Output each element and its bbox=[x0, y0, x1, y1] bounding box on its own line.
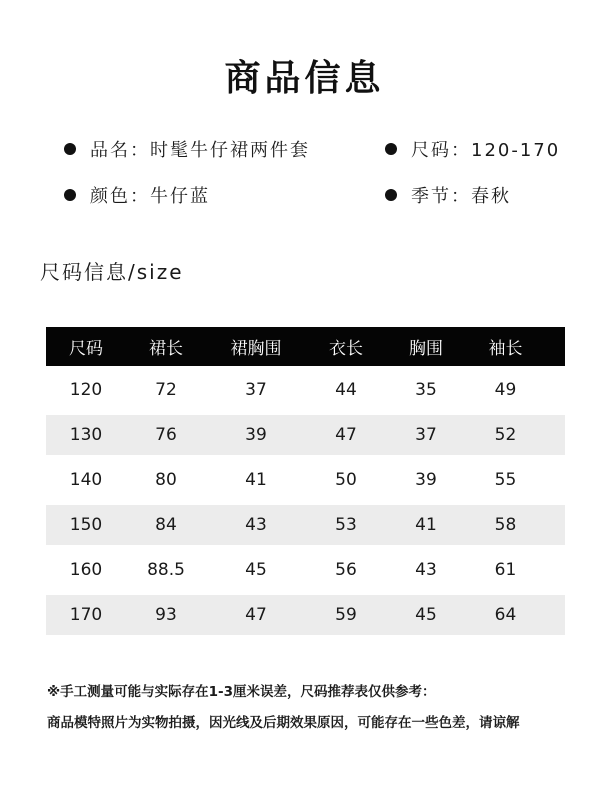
table-header-cell: 裙长 bbox=[149, 339, 183, 359]
table-row bbox=[46, 550, 565, 590]
table-cell: 170 bbox=[69, 605, 103, 625]
bullet-icon bbox=[385, 189, 397, 201]
table-row bbox=[46, 595, 565, 635]
table-row bbox=[46, 460, 565, 500]
table-cell: 52 bbox=[494, 425, 517, 445]
info-season bbox=[385, 182, 511, 208]
size-range-text: 尺码：120-170 bbox=[411, 140, 561, 161]
table-cell: 45 bbox=[245, 560, 267, 580]
table-cell: 41 bbox=[415, 515, 437, 535]
table-cell: 56 bbox=[335, 560, 357, 580]
info-size-range bbox=[385, 136, 560, 162]
table-cell: 37 bbox=[245, 380, 267, 400]
table-cell: 49 bbox=[494, 380, 517, 400]
table-cell: 72 bbox=[155, 380, 177, 400]
info-color bbox=[64, 182, 210, 208]
bullet-icon bbox=[64, 189, 76, 201]
table-cell: 44 bbox=[335, 380, 357, 400]
table-cell: 80 bbox=[155, 470, 177, 490]
photo-note: 商品模特照片为实物拍摄，因光线及后期效果原因，可能存在一些色差，请谅解 bbox=[47, 715, 520, 731]
table-cell: 39 bbox=[415, 470, 437, 490]
table-cell: 120 bbox=[69, 380, 103, 400]
table-cell: 58 bbox=[494, 515, 517, 535]
table-row bbox=[46, 505, 565, 545]
table-cell: 55 bbox=[494, 470, 517, 490]
table-header-cell: 胸围 bbox=[409, 339, 443, 359]
table-cell: 84 bbox=[155, 515, 177, 535]
size-section-title: 尺码信息/size bbox=[40, 260, 184, 284]
table-cell: 76 bbox=[155, 425, 177, 445]
table-cell: 140 bbox=[69, 470, 103, 490]
table-header-cell: 袖长 bbox=[488, 339, 523, 359]
table-header-cell: 衣长 bbox=[329, 339, 363, 359]
size-table bbox=[46, 327, 565, 640]
info-product-name bbox=[64, 136, 310, 162]
measurement-note: ※手工测量可能与实际存在1-3厘米误差，尺码推荐表仅供参考： bbox=[47, 684, 436, 700]
table-cell: 88.5 bbox=[147, 560, 185, 580]
season-text: 季节：春秋 bbox=[411, 186, 511, 207]
table-cell: 37 bbox=[415, 425, 437, 445]
table-cell: 41 bbox=[245, 470, 267, 490]
table-cell: 61 bbox=[494, 560, 517, 580]
table-cell: 50 bbox=[335, 470, 357, 490]
table-row bbox=[46, 415, 565, 455]
table-cell: 160 bbox=[69, 560, 103, 580]
table-cell: 35 bbox=[415, 380, 437, 400]
table-header-cell: 裙胸围 bbox=[230, 339, 282, 359]
table-header-row bbox=[46, 327, 565, 366]
table-cell: 47 bbox=[335, 425, 357, 445]
page-title: 商品信息 bbox=[224, 58, 385, 99]
table-cell: 43 bbox=[245, 515, 267, 535]
table-cell: 53 bbox=[335, 515, 357, 535]
table-cell: 130 bbox=[69, 425, 103, 445]
table-cell: 59 bbox=[335, 605, 357, 625]
table-cell: 43 bbox=[415, 560, 437, 580]
bullet-icon bbox=[385, 143, 397, 155]
table-cell: 64 bbox=[494, 605, 517, 625]
color-text: 颜色：牛仔蓝 bbox=[90, 186, 210, 207]
table-cell: 150 bbox=[69, 515, 103, 535]
table-cell: 93 bbox=[155, 605, 177, 625]
product-name-text: 品名：时髦牛仔裙两件套 bbox=[90, 140, 310, 161]
table-cell: 45 bbox=[415, 605, 437, 625]
table-cell: 47 bbox=[245, 605, 267, 625]
bullet-icon bbox=[64, 143, 76, 155]
table-header-cell: 尺码 bbox=[69, 339, 103, 359]
table-row bbox=[46, 370, 565, 410]
table-cell: 39 bbox=[245, 425, 267, 445]
